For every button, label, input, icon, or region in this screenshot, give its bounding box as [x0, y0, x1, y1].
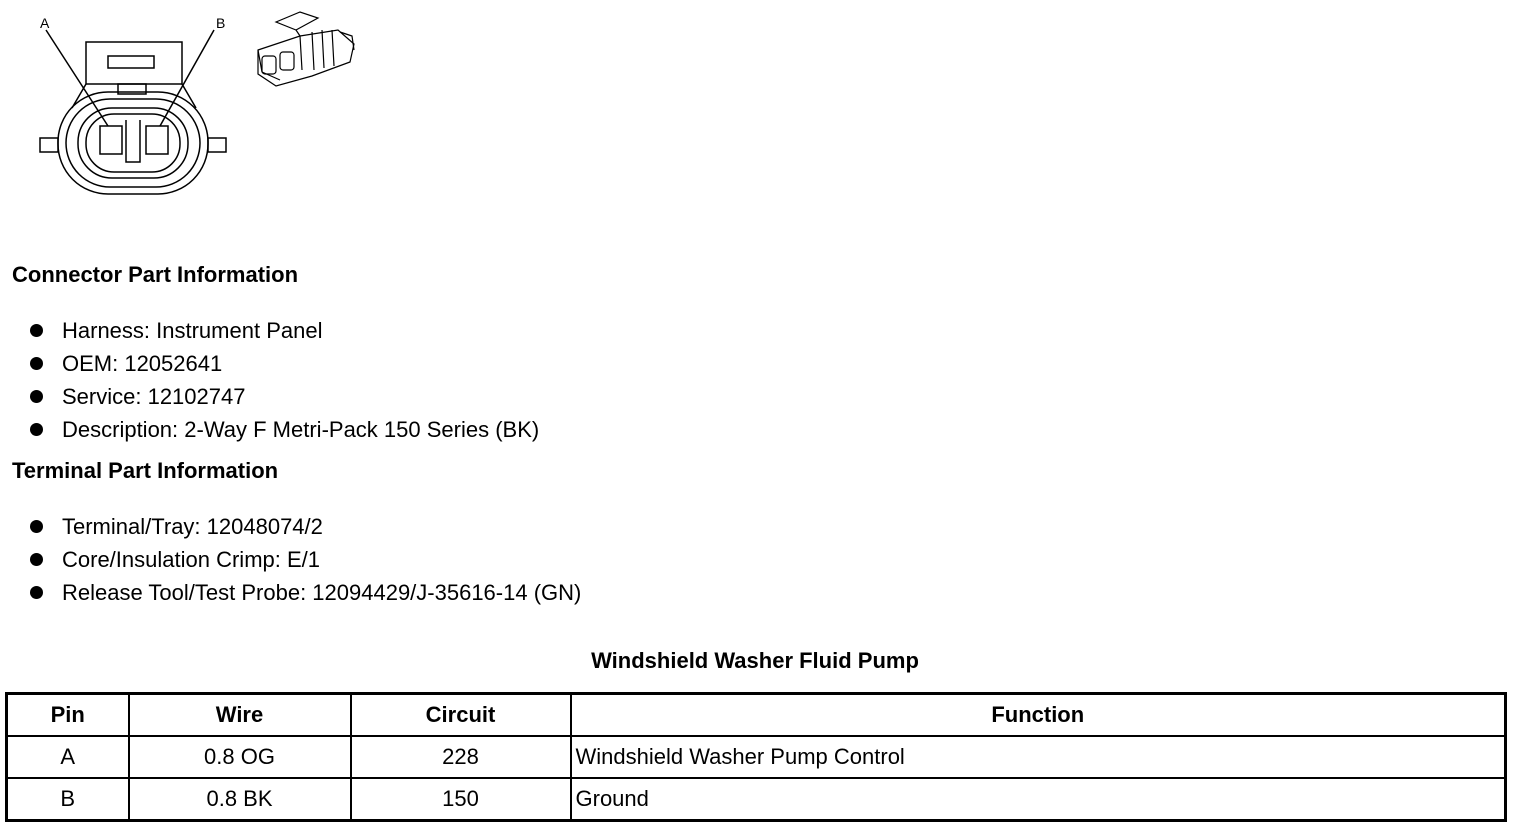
connector-info-heading: Connector Part Information	[12, 262, 299, 287]
cell-function: Ground	[571, 778, 1506, 821]
connector-diagram	[0, 0, 380, 210]
connector-info-list	[30, 314, 539, 446]
bullet-icon	[30, 390, 43, 403]
list-item: OEM: 12052641	[30, 347, 539, 380]
connector-ear-right	[208, 138, 226, 152]
bullet-icon	[30, 553, 43, 566]
list-item: Description: 2-Way F Metri-Pack 150 Series (BK)	[30, 413, 539, 446]
cell-pin: A	[7, 736, 129, 778]
header-wire: Wire	[129, 694, 351, 737]
bullet-icon	[30, 586, 43, 599]
pin-label-b: B	[216, 15, 226, 31]
cell-circuit: 150	[351, 778, 571, 821]
header-pin: Pin	[7, 694, 129, 737]
pin-table	[5, 692, 1507, 822]
pin-label-a: A	[40, 15, 50, 31]
bullet-icon	[30, 324, 43, 337]
list-item: Harness: Instrument Panel	[30, 314, 539, 347]
connector-ear-left	[40, 138, 58, 152]
table-row	[7, 736, 1506, 778]
connector-isometric-icon	[258, 12, 354, 86]
bullet-icon	[30, 423, 43, 436]
terminal-info-list	[30, 510, 581, 609]
cell-wire: 0.8 OG	[129, 736, 351, 778]
list-item: Terminal/Tray: 12048074/2	[30, 510, 581, 543]
cavity-b	[146, 126, 168, 154]
connector-latch	[86, 42, 182, 84]
bullet-icon	[30, 357, 43, 370]
cell-pin: B	[7, 778, 129, 821]
table-title: Windshield Washer Fluid Pump	[591, 648, 919, 673]
table-row	[7, 778, 1506, 821]
header-circuit: Circuit	[351, 694, 571, 737]
terminal-info-heading: Terminal Part Information	[12, 458, 279, 483]
cell-circuit: 228	[351, 736, 571, 778]
header-function: Function	[571, 694, 1506, 737]
table-header-row	[7, 694, 1506, 737]
cavity-a	[100, 126, 122, 154]
list-item: Service: 12102747	[30, 380, 539, 413]
list-item: Release Tool/Test Probe: 12094429/J-35616-14 (GN)	[30, 576, 581, 609]
list-item: Core/Insulation Crimp: E/1	[30, 543, 581, 576]
cell-function: Windshield Washer Pump Control	[571, 736, 1506, 778]
cell-wire: 0.8 BK	[129, 778, 351, 821]
bullet-icon	[30, 520, 43, 533]
latch-window	[108, 56, 154, 68]
